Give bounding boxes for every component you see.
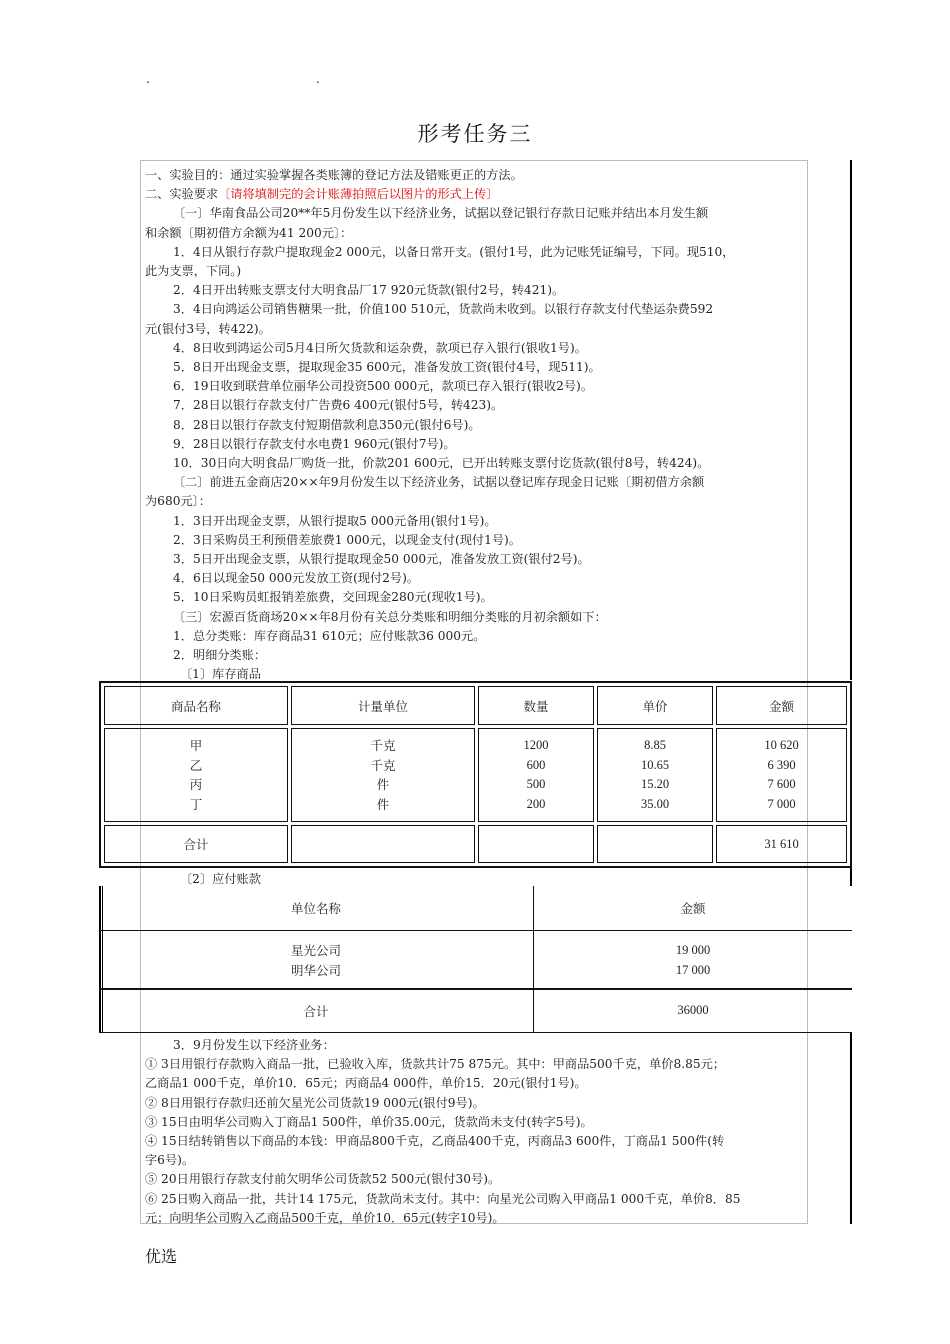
table-total-row bbox=[104, 825, 847, 863]
text-line: 〔二〕前进五金商店20××年9月份发生以下经济业务，试据以登记库存现金日记账〔期初借方余额 bbox=[173, 475, 705, 490]
text-line: 2．4日开出转账支票支付大明食品厂17 920元货款(银付2号，转421)。 bbox=[173, 283, 565, 298]
table-cell bbox=[478, 728, 594, 822]
item-name: 丁 bbox=[189, 796, 203, 812]
company-name: 星光公司 bbox=[290, 943, 341, 959]
text-line: ⑥ 25日购入商品一批，共计14 175元，货款尚未支付。其中：向星光公司购入甲商品1 000千克，单价8．85 bbox=[145, 1191, 741, 1206]
text-line: 4．8日收到鸿运公司5月4日所欠货款和运杂费，款项已存入银行(银收1号)。 bbox=[173, 340, 587, 355]
page-footer: 优选 bbox=[145, 1247, 178, 1266]
table-row bbox=[104, 728, 847, 822]
table-header-row bbox=[104, 686, 847, 725]
header-dot-left: . bbox=[146, 72, 150, 86]
total-label: 合计 bbox=[99, 989, 534, 1032]
table-cell bbox=[291, 728, 475, 822]
table-cell-empty bbox=[291, 825, 475, 863]
table-header-cell: 数量 bbox=[478, 686, 594, 725]
text-line: 10．30日向大明食品厂购货一批，价款201 600元，已开出转账支票付讫货款(银付8号，转424)。 bbox=[173, 456, 710, 471]
table-header-cell: 单位名称 bbox=[99, 886, 534, 930]
assignment-text bbox=[145, 166, 807, 684]
requirement-label: 二、实验要求 bbox=[145, 187, 219, 202]
text-line: 乙商品1 000千克，单价10．65元；丙商品4 000件，单价15．20元(银付1号)。 bbox=[145, 1076, 587, 1091]
text-line: 6．19日收到联营单位丽华公司投资500 000元，款项已存入银行(银收2号)。 bbox=[173, 379, 593, 394]
payables-section-label: 〔2〕应付账款 bbox=[180, 872, 261, 886]
text-line: 1．3日开出现金支票，从银行提取5 000元备用(银付1号)。 bbox=[173, 513, 497, 528]
text-line: 和余额〔期初借方余额为41 200元〕： bbox=[145, 225, 353, 240]
text-line-requirement bbox=[145, 185, 807, 204]
table-cell bbox=[104, 728, 288, 822]
item-quantity: 500 bbox=[526, 777, 546, 791]
item-amount: 7 000 bbox=[767, 796, 796, 811]
text-line: 8．28日以银行存款支付短期借款利息350元(银付6号)。 bbox=[173, 417, 481, 432]
item-price: 15.20 bbox=[640, 777, 670, 791]
total-label: 合计 bbox=[104, 825, 288, 863]
text-line: 一、实验目的：通过实验掌握各类账簿的登记方法及错账更正的方法。 bbox=[145, 168, 523, 182]
table-cell bbox=[597, 728, 713, 822]
text-line: 2．3日采购员王利预借差旅费1 000元，以现金支付(现付1号)。 bbox=[173, 532, 521, 547]
total-amount: 36000 bbox=[677, 1003, 709, 1018]
table-header-cell: 金额 bbox=[680, 900, 706, 916]
company-amount: 17 000 bbox=[675, 962, 711, 977]
text-line: ③ 15日由明华公司购入丁商品1 500件，单价35.00元，货款尚未支付(转字5号)。 bbox=[145, 1114, 593, 1129]
text-line: ② 8日用银行存款归还前欠星光公司货款19 000元(银付9号)。 bbox=[145, 1095, 485, 1110]
table-cell bbox=[534, 930, 853, 989]
text-line: 1．总分类账：库存商品31 610元；应付账款36 000元。 bbox=[173, 628, 486, 643]
text-line: ④ 15日结转销售以下商品的本钱：甲商品800千克，乙商品400千克，丙商品3 600件，丁商品1 500件(转 bbox=[145, 1134, 725, 1149]
table-row bbox=[99, 930, 852, 989]
text-line: 1．4日从银行存款户提取现金2 000元，以备日常开支。(银付1号，此为记账凭证编号，下同。现510， bbox=[173, 244, 735, 259]
text-line: 2．明细分类账： bbox=[173, 648, 267, 663]
text-line: 4．6日以现金50 000元发放工资(现付2号)。 bbox=[173, 571, 420, 586]
item-unit: 件 bbox=[376, 796, 390, 812]
item-name: 甲 bbox=[189, 738, 203, 753]
item-quantity: 1200 bbox=[523, 738, 549, 752]
text-line: 为680元〕： bbox=[145, 494, 211, 509]
transactions-text bbox=[145, 1036, 807, 1228]
item-amount: 6 390 bbox=[767, 757, 796, 772]
text-line: 〔1〕库存商品 bbox=[180, 667, 261, 682]
text-line: 3．9月份发生以下经济业务： bbox=[173, 1038, 335, 1052]
table-cell-empty bbox=[478, 825, 594, 863]
item-price: 35.00 bbox=[640, 796, 670, 811]
item-price: 10.65 bbox=[640, 757, 670, 772]
text-line: 元(银付3号，转422)。 bbox=[145, 321, 271, 336]
item-amount: 10 620 bbox=[764, 738, 799, 752]
text-line: 3．5日开出现金支票，从银行提取现金50 000元，准备发放工资(银付2号)。 bbox=[173, 552, 590, 567]
table-cell bbox=[99, 930, 534, 989]
table-header-cell: 金额 bbox=[716, 686, 847, 725]
item-quantity: 200 bbox=[526, 796, 546, 811]
text-line: 5．8日开出现金支票，提取现金35 600元，准备发放工资(银付4号，现511)。 bbox=[173, 360, 601, 375]
text-line: 5．10日采购员虹报销差旅费，交回现金280元(现收1号)。 bbox=[173, 590, 493, 605]
text-line: 〔一〕华南食品公司20**年5月份发生以下经济业务，试据以登记银行存款日记账并结出本月发生额 bbox=[173, 206, 709, 221]
item-name: 丙 bbox=[189, 777, 203, 792]
right-rule-3 bbox=[850, 1032, 852, 1224]
text-line: 9．28日以银行存款支付水电费1 960元(银付7号)。 bbox=[173, 436, 456, 451]
item-amount: 7 600 bbox=[767, 777, 796, 791]
company-name: 明华公司 bbox=[290, 962, 341, 978]
item-quantity: 600 bbox=[526, 757, 546, 772]
table-cell-empty bbox=[597, 825, 713, 863]
item-unit: 千克 bbox=[370, 757, 396, 773]
item-unit: 千克 bbox=[370, 738, 396, 753]
table-header-cell: 单价 bbox=[597, 686, 713, 725]
payables-table bbox=[99, 886, 852, 1033]
text-line: ① 3日用银行存款购入商品一批，已验收入库，货款共计75 875元。其中：甲商品500千克，单价8.85元； bbox=[145, 1057, 725, 1072]
table-header-cell: 计量单位 bbox=[291, 686, 475, 725]
page-title: 形考任务三 bbox=[417, 122, 533, 146]
item-price: 8.85 bbox=[644, 738, 666, 752]
table-total-row bbox=[99, 989, 852, 1032]
table-header-row bbox=[99, 886, 852, 930]
text-line: 此为支票，下同。) bbox=[145, 264, 242, 279]
header-dot-right: . bbox=[316, 72, 320, 86]
item-unit: 件 bbox=[376, 777, 390, 792]
item-name: 乙 bbox=[189, 757, 203, 773]
right-rule-1 bbox=[850, 160, 852, 680]
text-line: 3．4日向鸿运公司销售糖果一批，价值100 510元，货款尚未收到。以银行存款支付代垫运杂费592 bbox=[173, 302, 714, 317]
total-amount: 31 610 bbox=[716, 825, 847, 863]
requirement-note: 〔请将填制完的会计账薄拍照后以图片的形式上传〕 bbox=[218, 187, 499, 202]
table-header-cell: 商品名称 bbox=[104, 686, 288, 725]
right-rule-2 bbox=[850, 866, 852, 886]
company-amount: 19 000 bbox=[675, 943, 711, 958]
text-line: ⑤ 20日用银行存款支付前欠明华公司货款52 500元(银付30号)。 bbox=[145, 1172, 501, 1187]
text-line: 元；向明华公司购入乙商品500千克，单价10．65元(转字10号)。 bbox=[145, 1210, 505, 1225]
text-line: 字6号)。 bbox=[145, 1153, 195, 1168]
text-line: 〔三〕宏源百货商场20××年8月份有关总分类账和明细分类账的月初余额如下： bbox=[173, 609, 607, 624]
inventory-table bbox=[99, 681, 852, 868]
table-cell bbox=[716, 728, 847, 822]
text-line: 7．28日以银行存款支付广告费6 400元(银付5号，转423)。 bbox=[173, 398, 504, 413]
